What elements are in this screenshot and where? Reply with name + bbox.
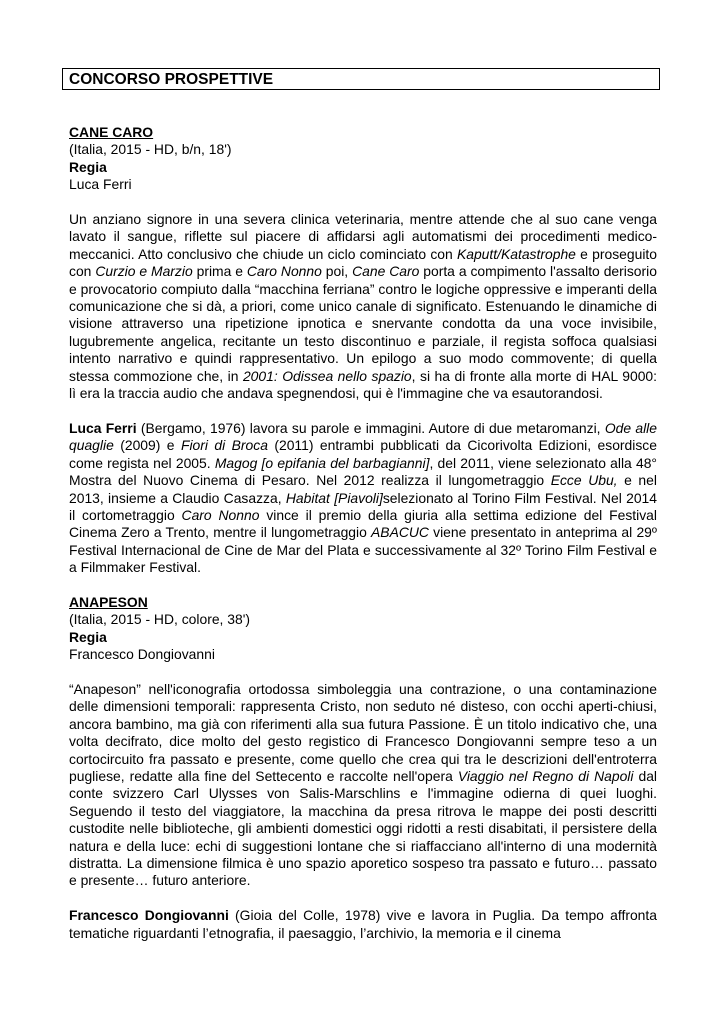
film-entry-cane-caro: [69, 124, 657, 577]
bio-name: Francesco Dongiovanni: [69, 907, 229, 924]
director-name: Francesco Dongiovanni: [69, 646, 215, 663]
bio-name: Luca Ferri: [69, 419, 137, 436]
film-title: ANAPESON: [69, 593, 148, 610]
film-meta: (Italia, 2015 - HD, colore, 38'): [69, 611, 250, 628]
regia-label: Regia: [69, 628, 107, 645]
regia-label: Regia: [69, 158, 107, 175]
film-meta: (Italia, 2015 - HD, b/n, 18'): [69, 141, 232, 158]
film-synopsis: Un anziano signore in una severa clinica veterinaria, mentre attende che al suo cane venga lavato il sangue, riflette sul piacere di affidarsi agli automatismi dei procedimenti medico-meccanici. Atto conclusivo che chiude un ciclo cominciato con Kaputt/Katastrophe e proseguito con Curzio e Marzio prima e Caro Nonno poi, Cane Caro porta a compimento l'assalto derisorio e provocatorio compiuto dalla “macchina ferriana” contro le logiche oppressive e imperanti della comunicazione che si dà, a priori, come unico canale di significato. Estenuando le dinamiche di visione attraverso una ripetizione ipnotica e snervante condotta da una voce invisibile, lugubremente angelica, recitante un testo discontinuo e parziale, il regista soffoca qualsiasi intento narrativo e quindi rappresentativo. Un epilogo a suo modo commovente; di quella stessa commozione che, in 2001: Odissea nello spazio, si ha di fronte alla morte di HAL 9000: lì era la traccia audio che andava spegnendosi, qui è l'immagine che va esautorandosi.: [69, 211, 658, 402]
director-bio: Francesco Dongiovanni (Gioia del Colle, 1978) vive e lavora in Puglia. Da tempo affronta tematiche riguardanti l’etnografia, il paesaggio, l’archivio, la memoria e il cinema: [69, 907, 657, 941]
section-title: CONCORSO PROSPETTIVE: [69, 71, 274, 88]
director-bio: Luca Ferri (Bergamo, 1976) lavora su parole e immagini. Autore di due metaromanzi, Ode alle quaglie (2009) e Fiori di Broca (2011) entrambi pubblicati da Cicorivolta Edizioni, esordisce come regista nel 2005. Magog [o epifania del barbagianni], del 2011, viene selezionato alla 48° Mostra del Nuovo Cinema di Pesaro. Nel 2012 realizza il lungometraggio Ecce Ubu, e nel 2013, insieme a Claudio Casazza, Habitat [Piavoli]selezionato al Torino Film Festival. Nel 2014 il cortometraggio Caro Nonno vince il premio della giuria alla settima edizione del Festival Cinema Zero a Trento, mentre il lungometraggio ABACUC viene presentato in anteprima al 29º Festival Internacional de Cine de Mar del Plata e successivamente al 32º Torino Film Festival e a Filmmaker Festival.: [69, 419, 657, 576]
document-body: [69, 124, 657, 942]
section-header-box: [62, 68, 660, 90]
director-name: Luca Ferri: [69, 176, 132, 193]
film-synopsis: “Anapeson” nell'iconografia ortodossa simboleggia una contrazione, o una contaminazione delle dimensioni temporali: rappresenta Cristo, non seduto né disteso, con occhi aperti-chiusi, ancora bambino, ma già con riferimenti alla sua futura Passione. È un titolo indicativo che, una volta decifrato, dice molto del gesto registico di Francesco Dongiovanni sempre teso a un cortocircuito fra passato e presente, come quello che crea qui tra le descrizioni dell'entroterra pugliese, redatte alla fine del Settecento e raccolte nell'opera Viaggio nel Regno di Napoli dal conte svizzero Carl Ulysses von Salis-Marschlins e l'immagine odierna di quei luoghi. Seguendo il testo del viaggiatore, la macchina da presa ritrova le mappe dei posti descritti custodite nelle biblioteche, gli ambienti domestici oggi ridotti a resti disabitati, il persistere della natura e della luce: echi di suggestioni lontane che si riaffacciano all'interno di una modernità distratta. La dimensione filmica è uno spazio aporetico sospeso tra passato e futuro… passato e presente… futuro anteriore.: [69, 680, 658, 889]
film-title: CANE CARO: [69, 124, 154, 140]
film-entry-anapeson: [69, 594, 657, 942]
